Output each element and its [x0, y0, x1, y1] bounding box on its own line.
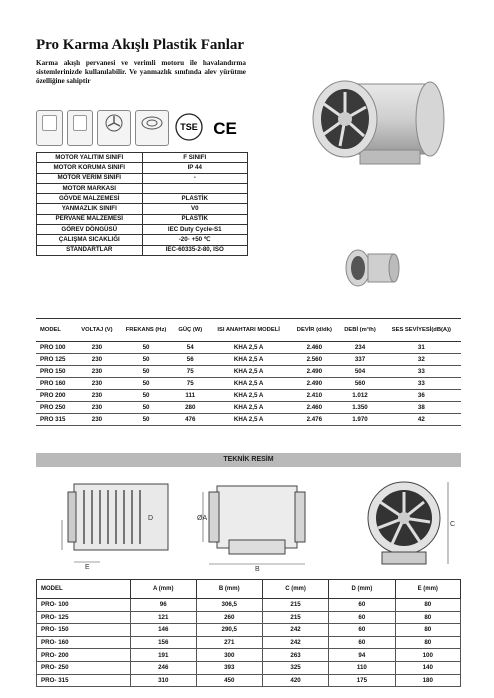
table-cell: 54	[174, 342, 207, 354]
svg-text:D: D	[148, 515, 154, 522]
table-cell: 230	[75, 342, 118, 354]
table-cell: 215	[262, 599, 328, 612]
spec-row	[37, 214, 248, 224]
fan-exploded-image	[340, 240, 400, 295]
table-cell: KHA 2,5 A	[207, 366, 290, 378]
spec-value: PLASTİK	[142, 214, 248, 224]
table-cell: PRO 100	[36, 342, 75, 354]
table-row	[37, 649, 461, 662]
table-cell: KHA 2,5 A	[207, 378, 290, 390]
spec-value: F SINIFI	[142, 153, 248, 163]
tse-logo	[173, 110, 205, 144]
table-cell: 75	[174, 366, 207, 378]
ce-mark-icon	[209, 110, 241, 144]
table-cell: 393	[196, 661, 262, 674]
table-cell: 230	[75, 378, 118, 390]
spec-key: MOTOR YALITIM SINIFI	[37, 153, 143, 163]
table-cell: PRO- 100	[37, 599, 131, 612]
table-cell: 175	[329, 674, 395, 687]
column-header: SES SEVİYESİ(dB(A))	[382, 319, 461, 342]
table-cell: PRO 250	[36, 402, 75, 414]
table-cell: PRO- 315	[37, 674, 131, 687]
table-cell: 242	[262, 624, 328, 637]
table-cell: 32	[382, 354, 461, 366]
column-header: C (mm)	[262, 580, 328, 599]
table-cell: 60	[329, 624, 395, 637]
table-cell: 420	[262, 674, 328, 687]
table-cell: KHA 2,5 A	[207, 390, 290, 402]
dimensions-table	[36, 579, 461, 687]
table-cell: 50	[119, 390, 174, 402]
table-cell: 33	[382, 378, 461, 390]
spec-row	[37, 194, 248, 204]
spec-value: IP 44	[142, 163, 248, 173]
spec-row	[37, 173, 248, 183]
table-cell: 100	[395, 649, 460, 662]
table-cell: 75	[174, 378, 207, 390]
tse-seal-icon	[173, 110, 205, 144]
table-cell: 94	[329, 649, 395, 662]
spec-value: -	[142, 173, 248, 183]
table-cell: 56	[174, 354, 207, 366]
table-cell: 60	[329, 611, 395, 624]
table-cell: 230	[75, 366, 118, 378]
column-header: E (mm)	[395, 580, 460, 599]
table-cell: PRO 160	[36, 378, 75, 390]
spec-row	[37, 204, 248, 214]
column-header: DEBİ (m³/h)	[338, 319, 381, 342]
table-cell: 2.560	[290, 354, 338, 366]
table-cell: 50	[119, 342, 174, 354]
table-cell: 280	[174, 402, 207, 414]
table-cell: 504	[338, 366, 381, 378]
table-cell: 2.460	[290, 402, 338, 414]
table-cell: KHA 2,5 A	[207, 402, 290, 414]
table-cell: 2.490	[290, 366, 338, 378]
table-cell: 60	[329, 599, 395, 612]
duct-icon	[135, 110, 169, 146]
table-row	[36, 378, 461, 390]
table-cell: 1.012	[338, 390, 381, 402]
table-cell: 80	[395, 599, 460, 612]
table-cell: 230	[75, 402, 118, 414]
table-cell: 42	[382, 414, 461, 426]
feature-icons	[36, 110, 241, 150]
table-cell: 180	[395, 674, 460, 687]
svg-text:TSE: TSE	[180, 122, 198, 132]
table-cell: 560	[338, 378, 381, 390]
table-row	[37, 636, 461, 649]
table-cell: 290,5	[196, 624, 262, 637]
table-cell: 110	[329, 661, 395, 674]
spec-value	[142, 183, 248, 193]
table-cell: 36	[382, 390, 461, 402]
table-cell: 31	[382, 342, 461, 354]
table-cell: 146	[130, 624, 196, 637]
spec-row	[37, 225, 248, 235]
table-row	[37, 599, 461, 612]
table-cell: 191	[130, 649, 196, 662]
table-cell: 1.970	[338, 414, 381, 426]
table-cell: KHA 2,5 A	[207, 414, 290, 426]
column-header: GÜÇ (W)	[174, 319, 207, 342]
table-cell: 230	[75, 354, 118, 366]
table-cell: 263	[262, 649, 328, 662]
table-cell: 121	[130, 611, 196, 624]
profile-view-drawing	[195, 478, 315, 573]
table-cell: 60	[329, 636, 395, 649]
table-cell: PRO- 150	[37, 624, 131, 637]
table-cell: 2.410	[290, 390, 338, 402]
spec-key: PERVANE MALZEMESİ	[37, 214, 143, 224]
table-row	[36, 414, 461, 426]
table-cell: 50	[119, 354, 174, 366]
table-cell: 234	[338, 342, 381, 354]
spec-row	[37, 245, 248, 255]
fan-product-image	[300, 62, 460, 177]
table-cell: 50	[119, 378, 174, 390]
spec-value: IEC-60335-2-80, ISO	[142, 245, 248, 255]
table-cell: PRO- 160	[37, 636, 131, 649]
table-cell: 271	[196, 636, 262, 649]
table-cell: 230	[75, 414, 118, 426]
spec-key: MOTOR MARKASI	[37, 183, 143, 193]
svg-text:E: E	[85, 564, 90, 570]
column-header: B (mm)	[196, 580, 262, 599]
table-row	[37, 624, 461, 637]
table-row	[37, 661, 461, 674]
table-cell: 230	[75, 390, 118, 402]
table-cell: 96	[130, 599, 196, 612]
table-cell: 246	[130, 661, 196, 674]
table-cell: 140	[395, 661, 460, 674]
table-cell: 242	[262, 636, 328, 649]
table-cell: KHA 2,5 A	[207, 354, 290, 366]
column-header: A (mm)	[130, 580, 196, 599]
spec-row	[37, 183, 248, 193]
duct-symbol-icon	[136, 111, 168, 135]
intro-text: Karma akışlı pervanesi ve verimli motoru ile havalandırma sistemlerinizde kullanılabilir. Ve yanmazlık sınıfında alev yürütme özelliğine sahiptir	[36, 59, 246, 85]
table-cell: 50	[119, 402, 174, 414]
svg-text:C: C	[450, 521, 456, 528]
side-view-drawing	[60, 478, 170, 570]
spec-row	[37, 235, 248, 245]
table-cell: 337	[338, 354, 381, 366]
table-row	[36, 366, 461, 378]
table-cell: 50	[119, 366, 174, 378]
column-header: FREKANS (Hz)	[119, 319, 174, 342]
svg-text:CE: CE	[213, 119, 237, 138]
table-cell: 33	[382, 366, 461, 378]
table-cell: 80	[395, 636, 460, 649]
table-row	[37, 674, 461, 687]
table-row	[37, 611, 461, 624]
table-cell: 38	[382, 402, 461, 414]
fan-icon	[97, 110, 131, 146]
fan-symbol-icon	[98, 111, 130, 135]
table-cell: PRO 150	[36, 366, 75, 378]
table-cell: PRO 200	[36, 390, 75, 402]
svg-text:B: B	[255, 566, 260, 573]
table-cell: 215	[262, 611, 328, 624]
table-cell: 450	[196, 674, 262, 687]
spec-value: V0	[142, 204, 248, 214]
spec-row	[37, 163, 248, 173]
spec-key: YANMAZLIK SINIFI	[37, 204, 143, 214]
column-header: DEVİR (d/dk)	[290, 319, 338, 342]
svg-text:ØA: ØA	[197, 515, 208, 522]
spec-value: IEC Duty Cycle-S1	[142, 225, 248, 235]
spec-table	[36, 152, 248, 256]
spec-key: ÇALIŞMA SICAKLIĞI	[37, 235, 143, 245]
table-cell: KHA 2,5 A	[207, 342, 290, 354]
column-header: MODEL	[37, 580, 131, 599]
table-cell: 80	[395, 624, 460, 637]
spec-row	[37, 153, 248, 163]
table-cell: 1.350	[338, 402, 381, 414]
table-cell: 260	[196, 611, 262, 624]
spec-key: GÖREV DÖNGÜSÜ	[37, 225, 143, 235]
table-cell: PRO- 125	[37, 611, 131, 624]
spec-value: -20◦ +50 ℃	[142, 235, 248, 245]
table-cell: 310	[130, 674, 196, 687]
table-row	[36, 402, 461, 414]
table-row	[36, 354, 461, 366]
feature-icon-2	[67, 110, 94, 146]
table-cell: PRO- 200	[37, 649, 131, 662]
front-view-drawing	[360, 478, 460, 573]
table-cell: 111	[174, 390, 207, 402]
spec-key: STANDARTLAR	[37, 245, 143, 255]
column-header: D (mm)	[329, 580, 395, 599]
column-header: VOLTAJ (V)	[75, 319, 118, 342]
table-cell: 300	[196, 649, 262, 662]
table-cell: 2.490	[290, 378, 338, 390]
table-cell: PRO- 250	[37, 661, 131, 674]
table-cell: 156	[130, 636, 196, 649]
ce-logo	[209, 110, 241, 144]
table-cell: 50	[119, 414, 174, 426]
spec-key: GÖVDE MALZEMESİ	[37, 194, 143, 204]
column-header: MODEL	[36, 319, 75, 342]
table-cell: PRO 315	[36, 414, 75, 426]
spec-key: MOTOR KORUMA SINIFI	[37, 163, 143, 173]
spec-key: MOTOR VERİM SINIFI	[37, 173, 143, 183]
spec-value: PLASTİK	[142, 194, 248, 204]
table-cell: 2.460	[290, 342, 338, 354]
table-row	[36, 342, 461, 354]
section-title-technical-drawing: TEKNİK RESİM	[36, 453, 461, 467]
column-header: ISI ANAHTARI MODELİ	[207, 319, 290, 342]
table-cell: 2.476	[290, 414, 338, 426]
table-cell: 476	[174, 414, 207, 426]
table-cell: 325	[262, 661, 328, 674]
table-cell: PRO 125	[36, 354, 75, 366]
performance-table	[36, 318, 461, 426]
table-cell: 306,5	[196, 599, 262, 612]
page-title: Pro Karma Akışlı Plastik Fanlar	[36, 37, 245, 53]
table-cell: 80	[395, 611, 460, 624]
table-row	[36, 390, 461, 402]
feature-icon-1	[36, 110, 63, 146]
